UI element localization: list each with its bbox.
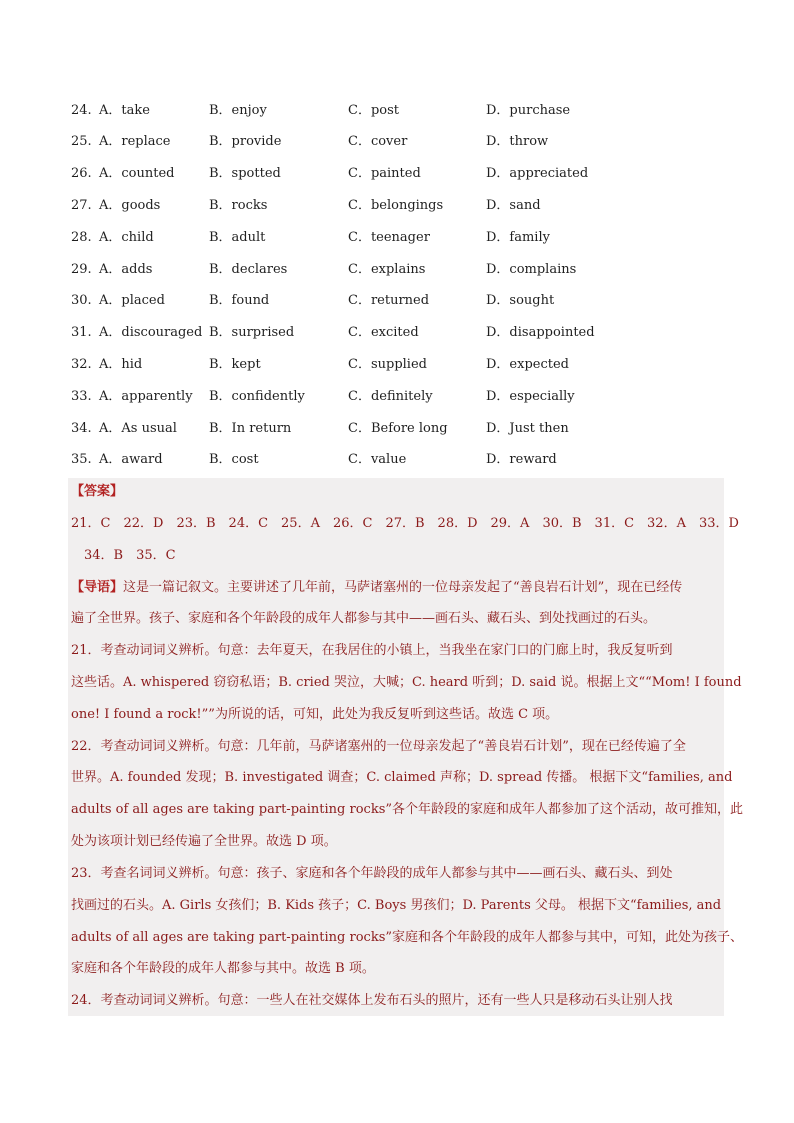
question-row [71,228,711,248]
option-a: A．adds [99,262,153,277]
option-a: A．apparently [99,389,193,404]
option-d: D．family [486,230,550,245]
question-row [71,419,711,439]
explanation-line: adults of all ages are taking part-painting rocks”家庭和各个年龄段的成年人都参与其中，可知，此处为孩子、 [71,930,744,945]
guide-line [71,578,682,598]
option-c: C．excited [348,325,419,340]
question-row [71,323,711,343]
guide-heading: 【导语】 [71,580,124,595]
option-b: B．surprised [209,325,295,340]
question-number: 26. [71,166,92,181]
option-c: C．value [348,452,407,467]
explanation-line: 这些话。A. whispered 窃窃私语；B. cried 哭泣，大喊；C. heard 听到；D. said 说。根据上文““Mom! I found [71,675,742,690]
question-row [71,355,711,375]
option-d: D．appreciated [486,166,589,181]
option-c: C．Before long [348,421,448,436]
question-number: 27. [71,198,92,213]
option-b: B．found [209,293,270,308]
option-d: D．sand [486,198,541,213]
option-a: A．goods [99,198,161,213]
answer-label [71,482,123,502]
option-a: A．child [99,230,154,245]
question-row [71,291,711,311]
question-number: 35. [71,452,92,467]
question-row [71,450,711,470]
option-b: B．provide [209,134,282,149]
option-c: C．post [348,103,399,118]
guide-text: 这是一篇记叙文。主要讲述了几年前，马萨诸塞州的一位母亲发起了“善良岩石计划”，现在已经传 [123,580,683,595]
explanation-line: 处为该项计划已经传遍了全世界。故选 D 项。 [71,834,337,849]
option-a: A．counted [99,166,175,181]
answer-keys: 21．C 22．D 23．B 24．C 25．A 26．C 27．B 28．D 29．A 30．B 31．C 32．A 33．D [71,516,739,531]
option-c: C．supplied [348,357,427,372]
option-a: A．replace [99,134,171,149]
option-a: A．award [99,452,163,467]
explanation-line: one! I found a rock!””为所说的话，可知，此处为我反复听到这些话。故选 C 项。 [71,707,559,722]
option-d: D．reward [486,452,557,467]
option-d: D．complains [486,262,577,277]
explanation-line: 家庭和各个年龄段的成年人都参与其中。故选 B 项。 [71,961,375,976]
answer-keys-continued: 34．B 35．C [84,548,176,563]
option-a: A．placed [99,293,165,308]
explanation-line: 24．考查动词词义辨析。句意：一些人在社交媒体上发布石头的照片，还有一些人只是移动石头让别人找 [71,993,673,1008]
option-c: C．belongings [348,198,444,213]
option-b: B．confidently [209,389,305,404]
option-b: B．spotted [209,166,281,181]
option-d: D．throw [486,134,549,149]
option-c: C．returned [348,293,430,308]
option-c: C．teenager [348,230,430,245]
option-b: B．kept [209,357,261,372]
question-row [71,196,711,216]
question-number: 24. [71,103,92,118]
option-d: D．purchase [486,103,571,118]
question-number: 28. [71,230,92,245]
option-b: B．cost [209,452,259,467]
explanation-line: 找画过的石头。A. Girls 女孩们；B. Kids 孩子；C. Boys 男孩们；D. Parents 父母。 根据下文“families, and [71,898,722,913]
option-d: D．especially [486,389,575,404]
option-a: A．hid [99,357,143,372]
option-c: C．cover [348,134,408,149]
question-row [71,387,711,407]
option-a: A．discouraged [99,325,203,340]
option-a: A．As usual [99,421,177,436]
explanation-line: 21．考查动词词义辨析。句意：去年夏天，在我居住的小镇上，当我坐在家门口的门廊上时，我反复听到 [71,643,673,658]
question-number: 29. [71,262,92,277]
answer-heading: 【答案】 [71,484,124,499]
question-number: 30. [71,293,92,308]
question-number: 34. [71,421,92,436]
explanation-line: 世界。A. founded 发现；B. investigated 调查；C. claimed 声称；D. spread 传播。 根据下文“families, and [71,770,733,785]
option-c: C．painted [348,166,421,181]
explanation-line: 23．考查名词词义辨析。句意：孩子、家庭和各个年龄段的成年人都参与其中——画石头、藏石头、到处 [71,866,673,881]
option-d: D．Just then [486,421,569,436]
question-row [71,260,711,280]
question-number: 32. [71,357,92,372]
option-b: B．adult [209,230,266,245]
explanation-line: 22．考查动词词义辨析。句意：几年前，马萨诸塞州的一位母亲发起了“善良岩石计划”，现在已经传遍了全 [71,739,686,754]
question-number: 31. [71,325,92,340]
question-number: 33. [71,389,92,404]
question-row [71,164,711,184]
question-row [71,132,711,152]
question-number: 25. [71,134,92,149]
option-d: D．sought [486,293,555,308]
guide-text-continued: 遍了全世界。孩子、家庭和各个年龄段的成年人都参与其中——画石头、藏石头、到处找画过的石头。 [71,611,657,626]
option-a: A．take [99,103,150,118]
question-row [71,101,711,121]
option-d: D．expected [486,357,569,372]
option-c: C．definitely [348,389,433,404]
option-b: B．enjoy [209,103,267,118]
option-c: C．explains [348,262,426,277]
option-d: D．disappointed [486,325,595,340]
option-b: B．In return [209,421,292,436]
explanation-line: adults of all ages are taking part-painting rocks”各个年龄段的家庭和成年人都参加了这个活动，故可推知，此 [71,802,744,817]
option-b: B．rocks [209,198,268,213]
option-b: B．declares [209,262,288,277]
